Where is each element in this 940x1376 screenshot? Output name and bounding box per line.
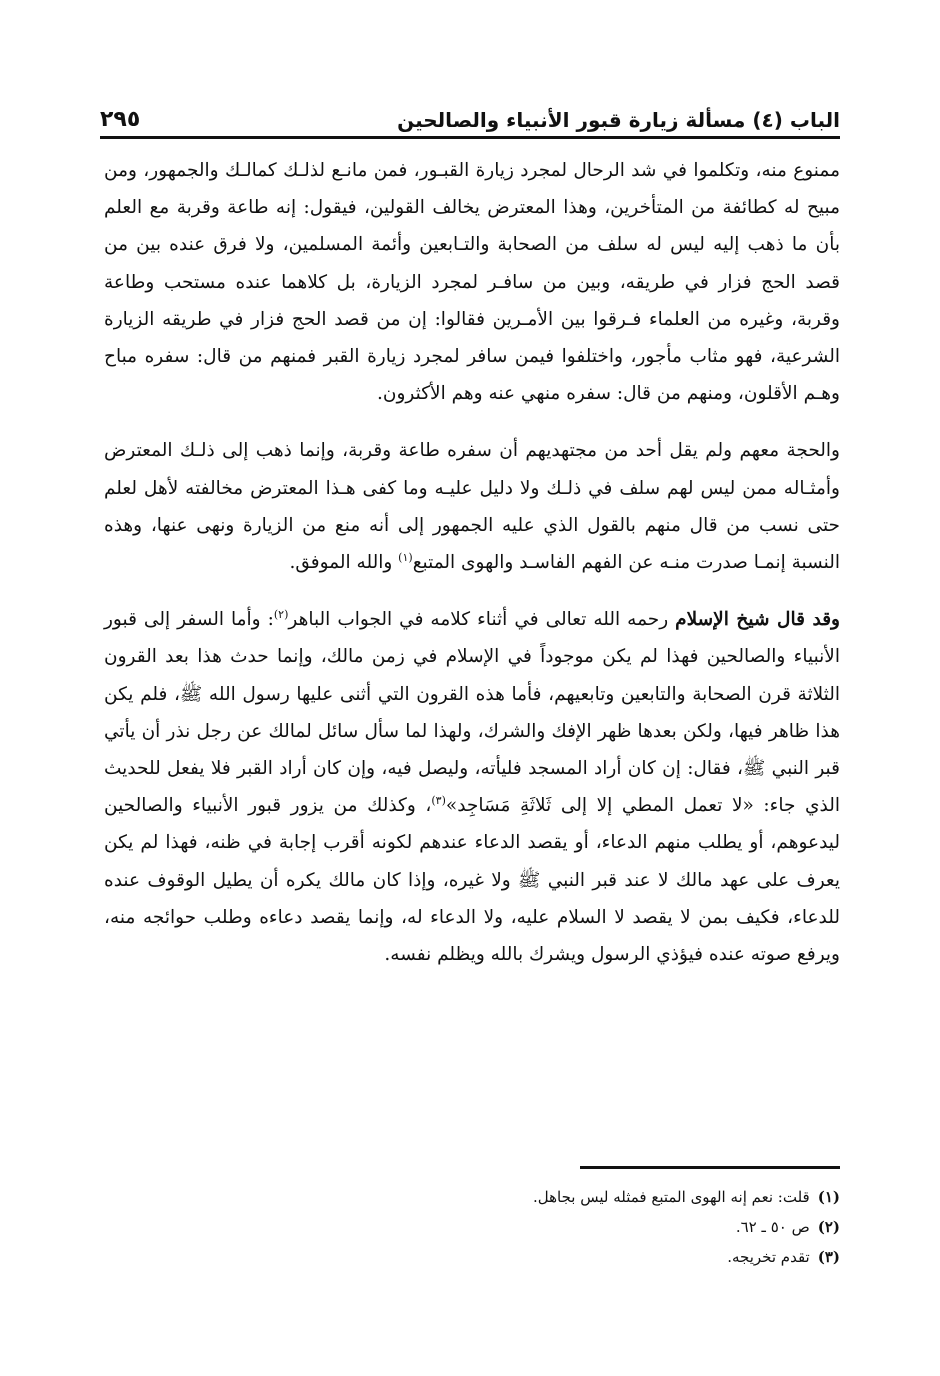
- paragraph-2: [104, 432, 840, 581]
- footnote-number: (١): [817, 1188, 840, 1206]
- footnote-text: ص ٥٠ ـ ٦٢.: [735, 1218, 810, 1236]
- footnote-text: قلت: نعم إنه الهوى المتبع فمثله ليس بجاهل.: [532, 1188, 810, 1206]
- paragraph-3-lead: وقد قال شيخ الإسلام: [675, 609, 840, 631]
- page-number: ٢٩٥: [100, 107, 141, 132]
- footnotes: [104, 1182, 840, 1272]
- footnote-1: [104, 1182, 840, 1212]
- footnote-3: [104, 1242, 840, 1272]
- paragraph-3-text-a: رحمه الله تعالى في أثناء كلامه في الجواب الباهر: [288, 609, 676, 631]
- paragraph-3-text-b: : وأما السفر إلى قبور الأنبياء والصالحين فهذا لم يكن موجوداً في الإسلام في زمن مالك، وإنما حدث هذا بعد القرون الثلاثة قرن الصحابة والتابعين وتابعيهم، فأما هذه القرون التي أثنى عليها رسول الله ﷺ، فلم يكن هذا ظاهر فيها، ولكن بعدها ظهر الإفك والشرك، ولهذا لما سأل سائل لمالك عن رجل نذر أن يأتي قبر النبي ﷺ، فقال: إن كان أراد المسجد فليأته، وليصل فيه، وإن كان أراد القبر فلا يفعل للحديث الذي جاء: «لا تعمل المطي إلا إلى ثَلاثَةِ مَسَاجِد»: [104, 609, 841, 817]
- footnote-ref-2[interactable]: (٢): [273, 608, 289, 622]
- footnote-ref-3[interactable]: (٣): [431, 794, 446, 808]
- chapter-title: الباب (٤) مسألة زيارة قبور الأنبياء والصالحين: [397, 108, 840, 132]
- footnote-divider: [580, 1166, 840, 1169]
- paragraph-3-text-c: ، وكذلك من يزور قبور الأنبياء والصالحين ليدعوهم، أو يطلب منهم الدعاء، أو يقصد الدعاء عندهم لكونه أقرب إجابة في ظنه، فهذا لم يكن يعرف على عهد مالك لا عند قبر النبي ﷺ ولا غيره، وإذا كان مالك يكره أن يطيل الوقوف عنده للدعاء، فكيف بمن لا يقصد لا السلام عليه، ولا الدعاء له، وإنما يقصد دعاءه وطلب حوائجه منه، ويرفع صوته عنده فيؤذي الرسول ويشرك بالله ويظلم نفسه.: [104, 795, 840, 966]
- paragraph-3: [104, 601, 840, 973]
- footnote-ref-1[interactable]: (١): [398, 550, 413, 564]
- running-header: [100, 96, 840, 139]
- footnote-2: [104, 1212, 840, 1242]
- footnote-number: (٣): [817, 1248, 840, 1266]
- footnote-number: (٢): [817, 1218, 840, 1236]
- paragraph-2-text: والحجة معهم ولم يقل أحد من مجتهديهم أن سفره طاعة وقربة، وإنما ذهب إلى ذلـك المعترض وأمثـاله ممن ليس لهم سلف في ذلـك ولا دليل عليـه وما كفى هـذا المعترض مخالفته لأهل لعلم حتى نسب من قال منهم بالقول الذي عليه الجمهور إلى أنه منع من الزيارة ونهى عنها، وهذه النسبة إنمـا صدرت منـه عن الفهم الفاسـد والهوى المتبع: [104, 440, 840, 574]
- footnote-text: تقدم تخريجه.: [727, 1248, 810, 1266]
- paragraph-1: ممنوع منه، وتكلموا في شد الرحال لمجرد زيارة القبـور، فمن مانـع لذلـك كمالـك والجمهور، ومن مبيح له كطائفة من المتأخرين، وهذا المعترض يخالف القولين، فيقول: إنه طاعة وقربة مع العلم بأن ما ذهب إليه ليس له سلف من الصحابة والتـابعين وأئمة المسلمين، ولا فرق عنده بين من قصد الحج فزار في طريقه، وبين من سافـر لمجرد الزيارة، بل كلاهما عنده مستحب وطاعة وقربة، وغيره من العلماء فـرقوا بين الأمـرين فقالوا: إن من قصد الحج فزار في طريقه الزيارة الشرعية، فهو مثاب مأجور، واختلفوا فيمن سافر لمجرد زيارة القبر فمنهم من قال: سفره مباح وهـم الأقلون، ومنهم من قال: سفره منهي عنه وهم الأكثرون.: [104, 160, 840, 405]
- paragraph-2-end: والله الموفق.: [289, 552, 399, 574]
- body-text: [104, 152, 840, 993]
